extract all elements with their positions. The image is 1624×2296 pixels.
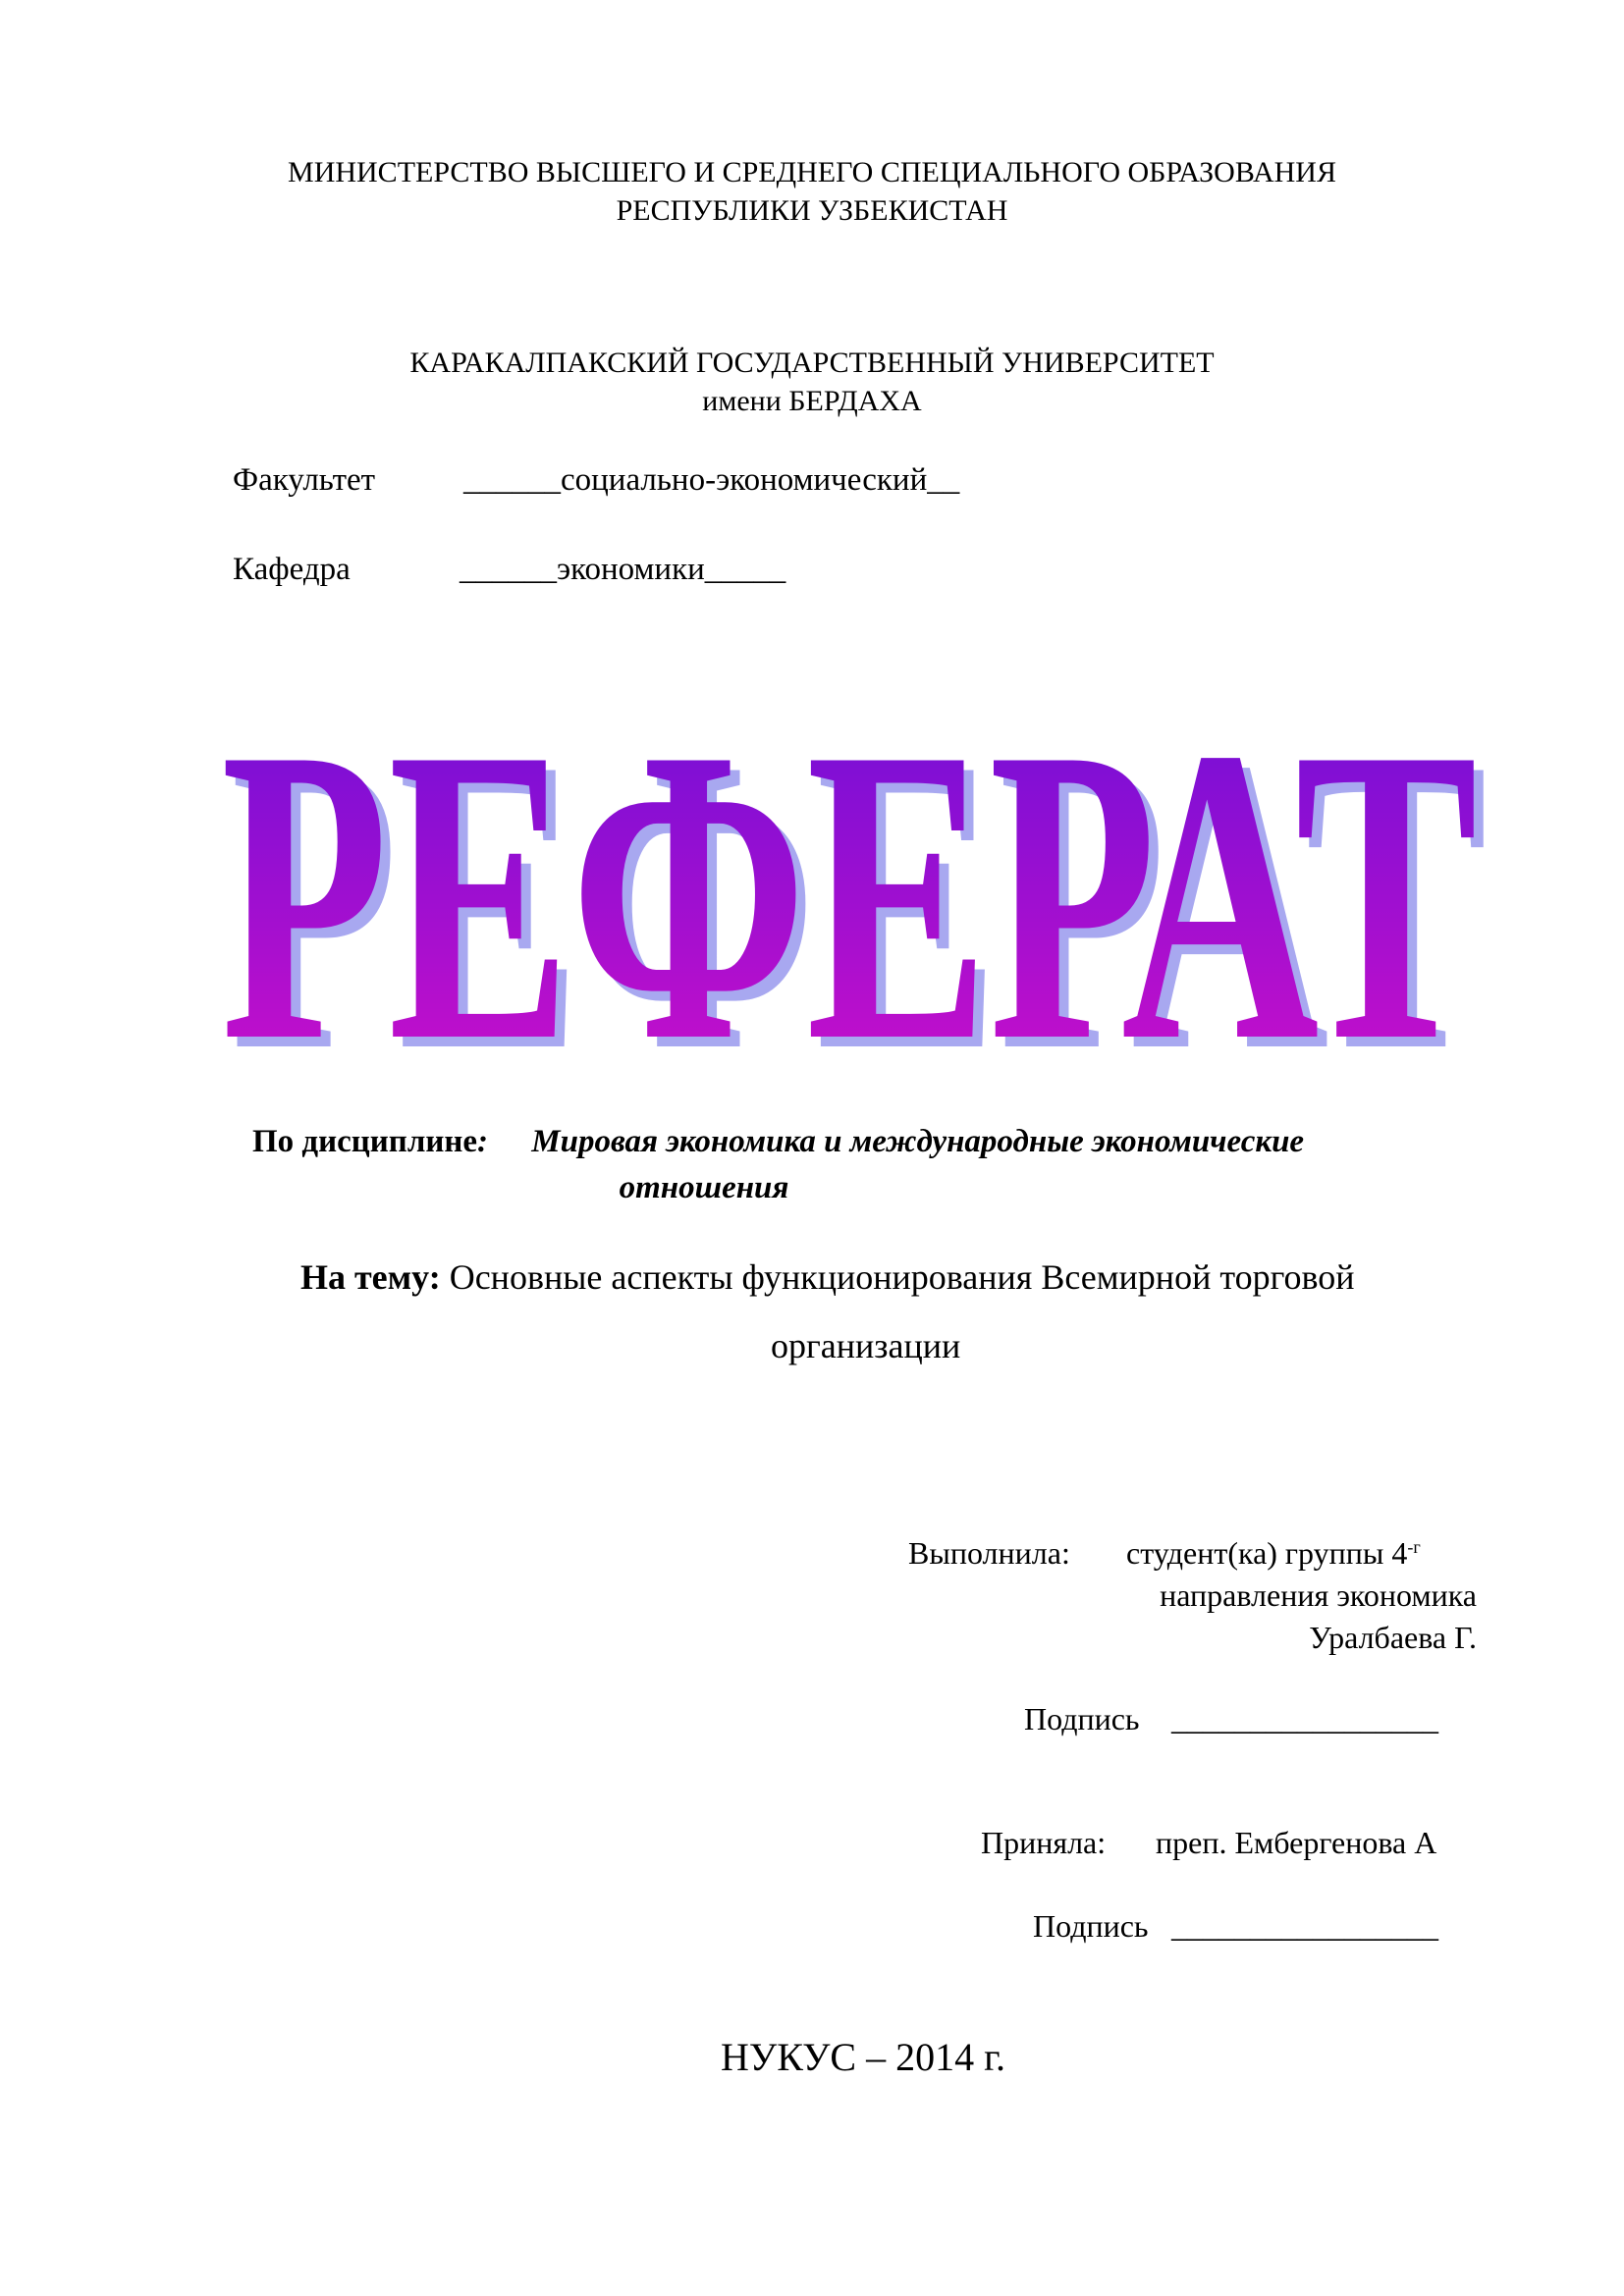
title-shadow: РЕФЕРАТ [231,671,1488,1066]
discipline-value-line-1: Мировая экономика и международные экономические [531,1124,1305,1159]
student-label: Выполнила: [908,1535,1070,1571]
ministry-line-1: МИНИСТЕРСТВО ВЫСШЕГО И СРЕДНЕГО СПЕЦИАЛЬНОГО ОБРАЗОВАНИЯ [288,156,1336,188]
topic-label: На тему: [300,1257,441,1297]
department-label: Кафедра [233,552,351,587]
discipline-line-1 [252,1124,1304,1160]
student-direction: направления экономика [1160,1577,1477,1613]
faculty-label: Факультет [233,462,376,498]
student-group-suffix: -г [1407,1537,1421,1557]
teacher-signature-line: _________________ [1171,1908,1438,1944]
discipline-value-line-2: отношения [619,1170,789,1205]
student-signature-label: Подпись [1024,1701,1140,1736]
university-line-1: КАРАКАЛПАКСКИЙ ГОСУДАРСТВЕННЫЙ УНИВЕРСИТЕТ [409,347,1215,379]
teacher-signature-label: Подпись [1033,1908,1149,1944]
discipline-colon: : [477,1124,489,1159]
topic-value-line-2: организации [771,1326,961,1365]
faculty-value: ______социально-экономический__ [463,462,960,498]
topic-value-line-1: Основные аспекты функционирования Всемирной торговой [449,1257,1355,1297]
teacher-label: Приняла: [981,1825,1107,1860]
topic-line-1 [300,1256,1354,1298]
ministry-line-2: РЕСПУБЛИКИ УЗБЕКИСТАН [616,194,1008,227]
student-group [1126,1533,1421,1573]
discipline-label: По дисциплине [252,1124,478,1159]
teacher-name: преп. Ембергенова А [1156,1825,1437,1860]
student-name: Уралбаева Г. [1309,1620,1477,1655]
city-year: НУКУС – 2014 г. [721,2035,1005,2079]
university-line-2: имени БЕРДАХА [702,385,922,417]
student-signature-line: _________________ [1171,1701,1438,1736]
title-wordart [221,664,1497,1066]
department-value: ______экономики_____ [460,552,786,587]
title-text: РЕФЕРАТ [221,664,1478,1066]
student-group-text: студент(ка) группы 4 [1126,1535,1408,1571]
